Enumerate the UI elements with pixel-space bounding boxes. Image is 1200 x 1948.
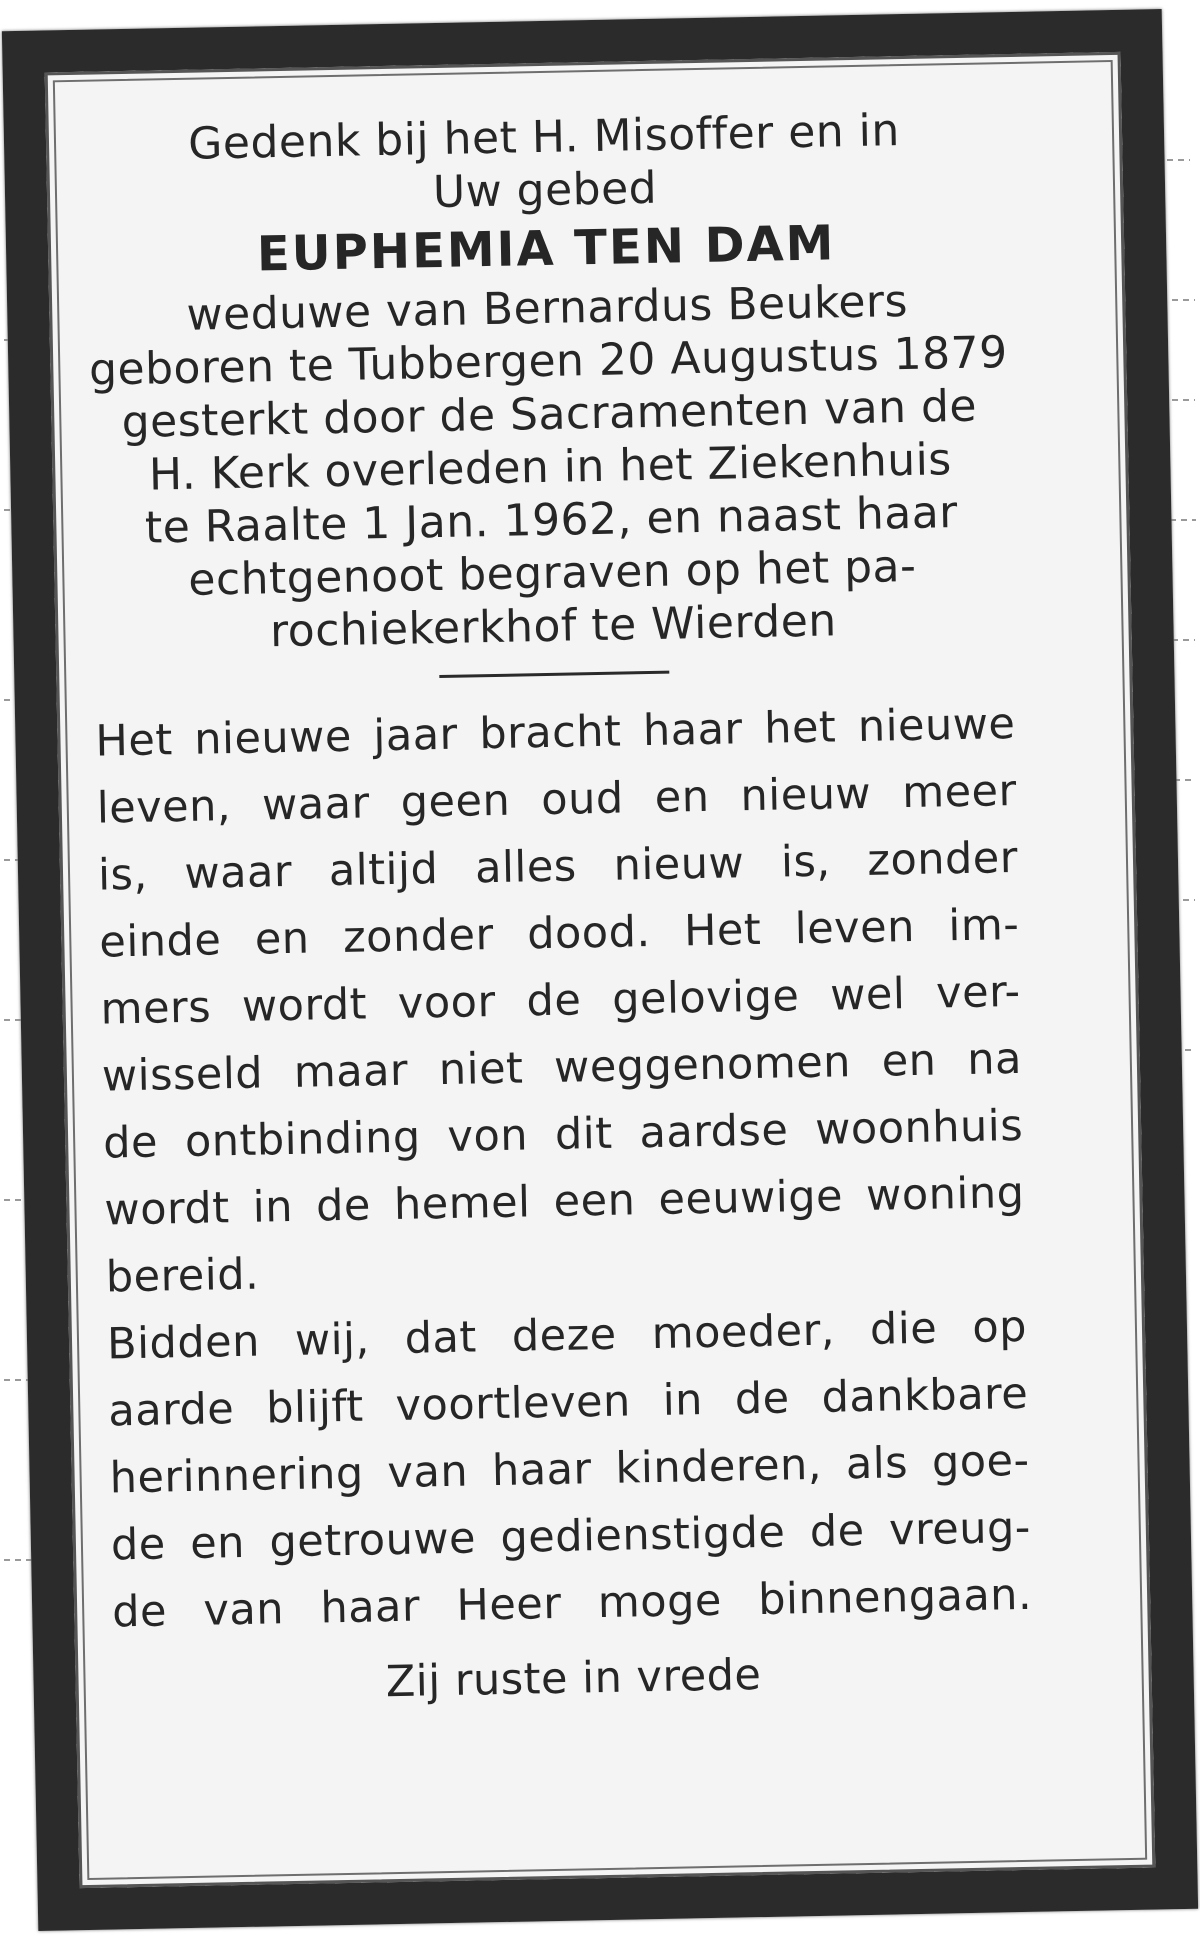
meditation-line: bereid.: [105, 1249, 260, 1303]
meditation-line: Het nieuwe jaar bracht haar het nieuwe: [95, 698, 1016, 767]
prayer-block: [106, 1294, 1032, 1647]
meditation-line: einde en zonder dood. Het leven im-: [98, 899, 1020, 968]
details-line: H. Kerk overleden in het Ziekenhuis: [148, 434, 953, 501]
name-block: [86, 214, 1007, 285]
header-line: Uw gebed: [432, 162, 658, 219]
meditation-line: wisseld maar niet weggenomen en na: [101, 1033, 1023, 1102]
meditation-line: wordt in de hemel een eeuwige woning: [104, 1167, 1025, 1236]
details-line: geboren te Tubbergen 20 Augustus 1879: [88, 327, 1009, 396]
prayer-line: aarde blijft voortleven in de dankbare: [107, 1368, 1029, 1437]
meditation-line: mers wordt voor de gelovige wel ver-: [100, 966, 1021, 1035]
prayer-line: Bidden wij, dat deze moeder, die op: [106, 1301, 1028, 1370]
details-line: gesterkt door de Sacramenten van de: [121, 380, 978, 449]
meditation-line: de ontbinding von dit aardse woonhuis: [102, 1100, 1024, 1169]
details-line: weduwe van Bernardus Beukers: [186, 275, 909, 341]
closing-line: Zij ruste in vrede: [385, 1650, 762, 1708]
card-content: [84, 102, 1035, 1721]
meditation-line: leven, waar geen oud en nieuw meer: [96, 765, 1018, 834]
header-block: [84, 102, 1006, 226]
details-block: [87, 273, 1014, 662]
meditation-block: [95, 691, 1026, 1312]
header-line: Gedenk bij het H. Misoffer en in: [187, 105, 901, 170]
prayer-line: de van haar Heer moge binnengaan.: [111, 1569, 1033, 1638]
details-line: rochiekerkhof te Wierden: [269, 595, 838, 658]
divider-rule: [439, 671, 669, 678]
memorial-card: [2, 9, 1198, 1931]
details-line: te Raalte 1 Jan. 1962, en naast haar: [144, 487, 959, 554]
prayer-line: herinnering van haar kinderen, als goe-: [109, 1435, 1030, 1504]
details-line: echtgenoot begraven op het pa-: [187, 540, 917, 606]
deceased-name: EUPHEMIA TEN DAM: [256, 215, 836, 283]
meditation-line: is, waar altijd alles nieuw is, zonder: [97, 832, 1019, 901]
prayer-line: de en getrouwe gedienstigde de vreug-: [110, 1502, 1032, 1571]
